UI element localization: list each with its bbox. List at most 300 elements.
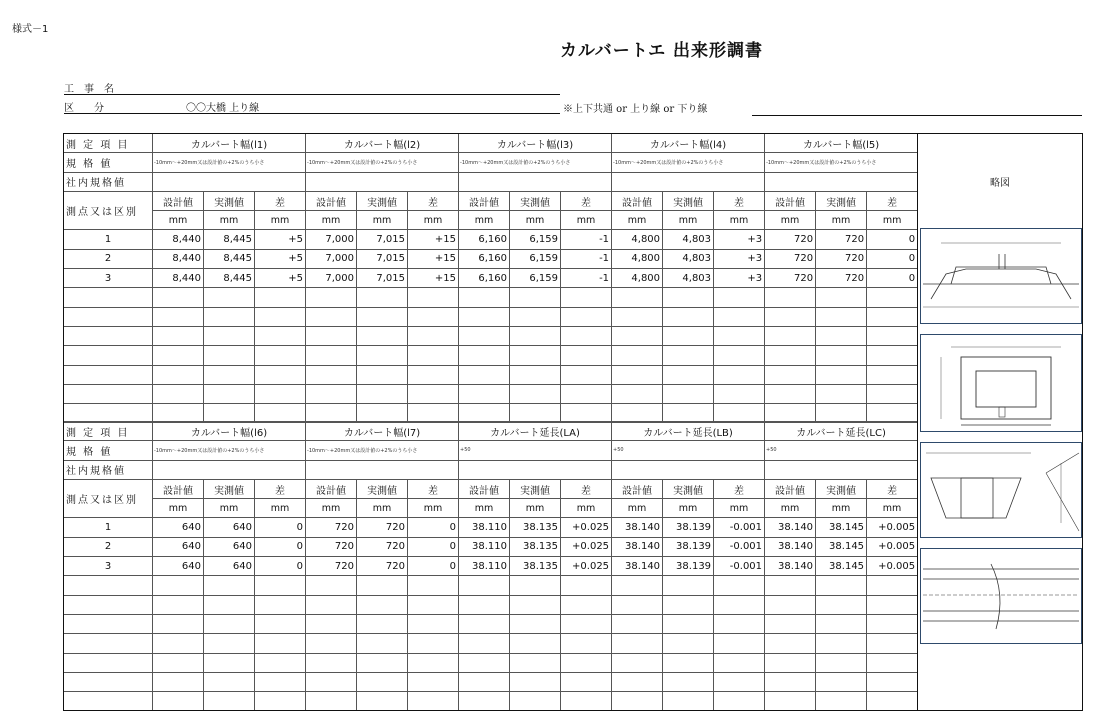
- empty-cell[interactable]: [306, 634, 357, 653]
- empty-cell[interactable]: [612, 365, 663, 384]
- value-cell[interactable]: 640: [204, 557, 255, 576]
- empty-cell[interactable]: [765, 653, 816, 672]
- empty-cell[interactable]: [714, 576, 765, 595]
- empty-cell[interactable]: [612, 595, 663, 614]
- empty-cell[interactable]: [204, 346, 255, 365]
- value-cell[interactable]: 0: [255, 557, 306, 576]
- empty-cell[interactable]: [714, 614, 765, 633]
- value-cell[interactable]: -1: [561, 249, 612, 268]
- empty-cell[interactable]: [714, 384, 765, 403]
- value-cell[interactable]: 4,803: [663, 269, 714, 288]
- empty-cell[interactable]: [561, 288, 612, 307]
- empty-cell[interactable]: [153, 384, 204, 403]
- empty-cell[interactable]: [663, 288, 714, 307]
- empty-cell[interactable]: [867, 653, 918, 672]
- empty-cell[interactable]: [765, 346, 816, 365]
- value-cell[interactable]: 38.145: [816, 557, 867, 576]
- empty-cell[interactable]: [255, 653, 306, 672]
- empty-cell[interactable]: [153, 692, 204, 711]
- empty-cell[interactable]: [64, 346, 153, 365]
- empty-cell[interactable]: [612, 672, 663, 691]
- empty-cell[interactable]: [306, 307, 357, 326]
- value-cell[interactable]: 720: [816, 249, 867, 268]
- empty-cell[interactable]: [663, 307, 714, 326]
- value-cell[interactable]: 7,015: [357, 269, 408, 288]
- empty-cell[interactable]: [867, 288, 918, 307]
- value-cell[interactable]: +3: [714, 249, 765, 268]
- empty-cell[interactable]: [255, 346, 306, 365]
- empty-cell[interactable]: [561, 384, 612, 403]
- internal-spec-cell[interactable]: [153, 172, 306, 191]
- empty-cell[interactable]: [816, 692, 867, 711]
- empty-cell[interactable]: [306, 326, 357, 345]
- empty-cell[interactable]: [459, 653, 510, 672]
- empty-cell[interactable]: [510, 634, 561, 653]
- value-cell[interactable]: 720: [357, 557, 408, 576]
- empty-cell[interactable]: [153, 576, 204, 595]
- empty-cell[interactable]: [612, 634, 663, 653]
- empty-cell[interactable]: [64, 634, 153, 653]
- empty-cell[interactable]: [306, 595, 357, 614]
- empty-cell[interactable]: [204, 595, 255, 614]
- empty-cell[interactable]: [816, 595, 867, 614]
- value-cell[interactable]: 640: [204, 518, 255, 537]
- empty-cell[interactable]: [765, 672, 816, 691]
- empty-cell[interactable]: [255, 365, 306, 384]
- value-cell[interactable]: 640: [153, 518, 204, 537]
- value-cell[interactable]: 38.145: [816, 537, 867, 556]
- empty-cell[interactable]: [357, 672, 408, 691]
- empty-cell[interactable]: [510, 288, 561, 307]
- empty-cell[interactable]: [816, 365, 867, 384]
- empty-cell[interactable]: [64, 307, 153, 326]
- empty-cell[interactable]: [204, 634, 255, 653]
- empty-cell[interactable]: [64, 672, 153, 691]
- empty-cell[interactable]: [357, 634, 408, 653]
- value-cell[interactable]: 38.110: [459, 537, 510, 556]
- value-cell[interactable]: 6,160: [459, 249, 510, 268]
- empty-cell[interactable]: [561, 614, 612, 633]
- value-cell[interactable]: 6,160: [459, 230, 510, 249]
- value-cell[interactable]: 6,159: [510, 230, 561, 249]
- value-cell[interactable]: +3: [714, 269, 765, 288]
- value-cell[interactable]: 720: [357, 537, 408, 556]
- value-cell[interactable]: 8,440: [153, 249, 204, 268]
- value-cell[interactable]: +0.025: [561, 518, 612, 537]
- empty-cell[interactable]: [64, 365, 153, 384]
- empty-cell[interactable]: [408, 384, 459, 403]
- value-cell[interactable]: 720: [765, 230, 816, 249]
- empty-cell[interactable]: [867, 307, 918, 326]
- empty-cell[interactable]: [765, 288, 816, 307]
- empty-cell[interactable]: [306, 384, 357, 403]
- value-cell[interactable]: 0: [408, 537, 459, 556]
- value-cell[interactable]: 8,445: [204, 269, 255, 288]
- empty-cell[interactable]: [612, 288, 663, 307]
- empty-cell[interactable]: [765, 365, 816, 384]
- value-cell[interactable]: 8,445: [204, 249, 255, 268]
- empty-cell[interactable]: [663, 576, 714, 595]
- empty-cell[interactable]: [765, 692, 816, 711]
- value-cell[interactable]: 38.145: [816, 518, 867, 537]
- value-cell[interactable]: 8,440: [153, 269, 204, 288]
- empty-cell[interactable]: [204, 326, 255, 345]
- value-cell[interactable]: 38.139: [663, 537, 714, 556]
- empty-cell[interactable]: [663, 326, 714, 345]
- empty-cell[interactable]: [408, 653, 459, 672]
- empty-cell[interactable]: [255, 614, 306, 633]
- value-cell[interactable]: 4,800: [612, 269, 663, 288]
- empty-cell[interactable]: [255, 384, 306, 403]
- empty-cell[interactable]: [64, 692, 153, 711]
- empty-cell[interactable]: [510, 672, 561, 691]
- empty-cell[interactable]: [714, 307, 765, 326]
- empty-cell[interactable]: [510, 614, 561, 633]
- value-cell[interactable]: 6,159: [510, 249, 561, 268]
- empty-cell[interactable]: [765, 576, 816, 595]
- empty-cell[interactable]: [459, 384, 510, 403]
- empty-cell[interactable]: [153, 346, 204, 365]
- value-cell[interactable]: 7,000: [306, 230, 357, 249]
- value-cell[interactable]: 0: [408, 518, 459, 537]
- value-cell[interactable]: +5: [255, 269, 306, 288]
- empty-cell[interactable]: [204, 576, 255, 595]
- value-cell[interactable]: 0: [408, 557, 459, 576]
- empty-cell[interactable]: [306, 692, 357, 711]
- empty-cell[interactable]: [867, 346, 918, 365]
- value-cell[interactable]: 8,440: [153, 230, 204, 249]
- value-cell[interactable]: +15: [408, 269, 459, 288]
- empty-cell[interactable]: [510, 346, 561, 365]
- value-cell[interactable]: 4,803: [663, 230, 714, 249]
- empty-cell[interactable]: [612, 576, 663, 595]
- value-cell[interactable]: 0: [255, 537, 306, 556]
- empty-cell[interactable]: [204, 653, 255, 672]
- value-cell[interactable]: 38.140: [612, 518, 663, 537]
- empty-cell[interactable]: [765, 614, 816, 633]
- empty-cell[interactable]: [153, 288, 204, 307]
- value-cell[interactable]: 8,445: [204, 230, 255, 249]
- empty-cell[interactable]: [561, 307, 612, 326]
- value-cell[interactable]: 640: [153, 557, 204, 576]
- empty-cell[interactable]: [510, 692, 561, 711]
- empty-cell[interactable]: [153, 595, 204, 614]
- empty-cell[interactable]: [306, 346, 357, 365]
- empty-cell[interactable]: [255, 288, 306, 307]
- value-cell[interactable]: -1: [561, 269, 612, 288]
- empty-cell[interactable]: [612, 384, 663, 403]
- empty-cell[interactable]: [663, 365, 714, 384]
- empty-cell[interactable]: [357, 288, 408, 307]
- empty-cell[interactable]: [867, 384, 918, 403]
- empty-cell[interactable]: [510, 653, 561, 672]
- value-cell[interactable]: 6,159: [510, 269, 561, 288]
- empty-cell[interactable]: [714, 346, 765, 365]
- empty-cell[interactable]: [357, 346, 408, 365]
- empty-cell[interactable]: [510, 307, 561, 326]
- value-cell[interactable]: -0.001: [714, 518, 765, 537]
- empty-cell[interactable]: [357, 595, 408, 614]
- value-cell[interactable]: 0: [867, 269, 918, 288]
- empty-cell[interactable]: [612, 307, 663, 326]
- empty-cell[interactable]: [663, 653, 714, 672]
- empty-cell[interactable]: [663, 346, 714, 365]
- empty-cell[interactable]: [663, 595, 714, 614]
- empty-cell[interactable]: [408, 326, 459, 345]
- empty-cell[interactable]: [663, 672, 714, 691]
- empty-cell[interactable]: [204, 614, 255, 633]
- empty-cell[interactable]: [816, 346, 867, 365]
- empty-cell[interactable]: [663, 634, 714, 653]
- value-cell[interactable]: +0.005: [867, 518, 918, 537]
- internal-spec-cell[interactable]: [765, 172, 918, 191]
- empty-cell[interactable]: [510, 595, 561, 614]
- value-cell[interactable]: +0.025: [561, 557, 612, 576]
- value-cell[interactable]: -0.001: [714, 537, 765, 556]
- empty-cell[interactable]: [255, 634, 306, 653]
- empty-cell[interactable]: [408, 576, 459, 595]
- empty-cell[interactable]: [306, 614, 357, 633]
- empty-cell[interactable]: [204, 365, 255, 384]
- value-cell[interactable]: 0: [867, 249, 918, 268]
- value-cell[interactable]: 7,015: [357, 230, 408, 249]
- empty-cell[interactable]: [357, 384, 408, 403]
- empty-cell[interactable]: [153, 307, 204, 326]
- empty-cell[interactable]: [510, 576, 561, 595]
- empty-cell[interactable]: [663, 384, 714, 403]
- empty-cell[interactable]: [64, 576, 153, 595]
- internal-spec-cell[interactable]: [459, 460, 612, 479]
- internal-spec-cell[interactable]: [153, 460, 306, 479]
- empty-cell[interactable]: [561, 692, 612, 711]
- value-cell[interactable]: 38.135: [510, 557, 561, 576]
- empty-cell[interactable]: [561, 346, 612, 365]
- value-cell[interactable]: 38.110: [459, 557, 510, 576]
- empty-cell[interactable]: [255, 576, 306, 595]
- value-cell[interactable]: 0: [255, 518, 306, 537]
- empty-cell[interactable]: [459, 692, 510, 711]
- value-cell[interactable]: -1: [561, 230, 612, 249]
- value-cell[interactable]: +15: [408, 230, 459, 249]
- empty-cell[interactable]: [867, 365, 918, 384]
- empty-cell[interactable]: [204, 307, 255, 326]
- empty-cell[interactable]: [612, 326, 663, 345]
- value-cell[interactable]: 640: [204, 537, 255, 556]
- empty-cell[interactable]: [867, 576, 918, 595]
- value-cell[interactable]: +5: [255, 230, 306, 249]
- empty-cell[interactable]: [663, 614, 714, 633]
- empty-cell[interactable]: [408, 307, 459, 326]
- empty-cell[interactable]: [357, 653, 408, 672]
- empty-cell[interactable]: [255, 595, 306, 614]
- empty-cell[interactable]: [255, 692, 306, 711]
- value-cell[interactable]: 720: [306, 518, 357, 537]
- empty-cell[interactable]: [64, 653, 153, 672]
- value-cell[interactable]: 38.139: [663, 557, 714, 576]
- value-cell[interactable]: +15: [408, 249, 459, 268]
- empty-cell[interactable]: [765, 384, 816, 403]
- value-cell[interactable]: +5: [255, 249, 306, 268]
- empty-cell[interactable]: [306, 653, 357, 672]
- empty-cell[interactable]: [765, 326, 816, 345]
- empty-cell[interactable]: [561, 365, 612, 384]
- value-cell[interactable]: 4,803: [663, 249, 714, 268]
- empty-cell[interactable]: [306, 672, 357, 691]
- empty-cell[interactable]: [153, 614, 204, 633]
- empty-cell[interactable]: [561, 672, 612, 691]
- empty-cell[interactable]: [561, 576, 612, 595]
- empty-cell[interactable]: [510, 326, 561, 345]
- empty-cell[interactable]: [867, 326, 918, 345]
- value-cell[interactable]: 38.140: [612, 557, 663, 576]
- empty-cell[interactable]: [357, 307, 408, 326]
- value-cell[interactable]: 38.110: [459, 518, 510, 537]
- empty-cell[interactable]: [816, 326, 867, 345]
- value-cell[interactable]: 720: [816, 269, 867, 288]
- internal-spec-cell[interactable]: [459, 172, 612, 191]
- empty-cell[interactable]: [867, 692, 918, 711]
- empty-cell[interactable]: [153, 672, 204, 691]
- value-cell[interactable]: 38.135: [510, 537, 561, 556]
- empty-cell[interactable]: [255, 307, 306, 326]
- empty-cell[interactable]: [612, 346, 663, 365]
- empty-cell[interactable]: [459, 326, 510, 345]
- empty-cell[interactable]: [204, 692, 255, 711]
- empty-cell[interactable]: [663, 692, 714, 711]
- empty-cell[interactable]: [765, 595, 816, 614]
- empty-cell[interactable]: [561, 653, 612, 672]
- empty-cell[interactable]: [714, 692, 765, 711]
- empty-cell[interactable]: [459, 346, 510, 365]
- empty-cell[interactable]: [510, 365, 561, 384]
- empty-cell[interactable]: [459, 595, 510, 614]
- empty-cell[interactable]: [64, 595, 153, 614]
- value-cell[interactable]: 7,000: [306, 249, 357, 268]
- value-cell[interactable]: 6,160: [459, 269, 510, 288]
- kubun-value[interactable]: 〇〇大橋 上り線: [186, 103, 260, 114]
- empty-cell[interactable]: [459, 288, 510, 307]
- value-cell[interactable]: 38.140: [612, 537, 663, 556]
- empty-cell[interactable]: [816, 614, 867, 633]
- empty-cell[interactable]: [357, 326, 408, 345]
- empty-cell[interactable]: [714, 672, 765, 691]
- empty-cell[interactable]: [816, 576, 867, 595]
- empty-cell[interactable]: [408, 692, 459, 711]
- empty-cell[interactable]: [867, 634, 918, 653]
- empty-cell[interactable]: [867, 614, 918, 633]
- empty-cell[interactable]: [357, 692, 408, 711]
- empty-cell[interactable]: [408, 634, 459, 653]
- empty-cell[interactable]: [306, 288, 357, 307]
- empty-cell[interactable]: [765, 634, 816, 653]
- empty-cell[interactable]: [612, 653, 663, 672]
- empty-cell[interactable]: [714, 365, 765, 384]
- value-cell[interactable]: 720: [765, 249, 816, 268]
- value-cell[interactable]: +0.025: [561, 537, 612, 556]
- empty-cell[interactable]: [153, 634, 204, 653]
- empty-cell[interactable]: [306, 365, 357, 384]
- value-cell[interactable]: 38.140: [765, 557, 816, 576]
- empty-cell[interactable]: [714, 595, 765, 614]
- empty-cell[interactable]: [255, 672, 306, 691]
- internal-spec-cell[interactable]: [306, 460, 459, 479]
- empty-cell[interactable]: [153, 653, 204, 672]
- value-cell[interactable]: 0: [867, 230, 918, 249]
- value-cell[interactable]: +0.005: [867, 537, 918, 556]
- value-cell[interactable]: 720: [306, 557, 357, 576]
- value-cell[interactable]: 38.135: [510, 518, 561, 537]
- empty-cell[interactable]: [153, 326, 204, 345]
- empty-cell[interactable]: [459, 307, 510, 326]
- value-cell[interactable]: 720: [357, 518, 408, 537]
- empty-cell[interactable]: [561, 595, 612, 614]
- internal-spec-cell[interactable]: [765, 460, 918, 479]
- empty-cell[interactable]: [714, 326, 765, 345]
- empty-cell[interactable]: [561, 634, 612, 653]
- value-cell[interactable]: 4,800: [612, 230, 663, 249]
- value-cell[interactable]: 7,015: [357, 249, 408, 268]
- internal-spec-cell[interactable]: [306, 172, 459, 191]
- empty-cell[interactable]: [714, 288, 765, 307]
- empty-cell[interactable]: [255, 326, 306, 345]
- empty-cell[interactable]: [867, 672, 918, 691]
- internal-spec-cell[interactable]: [612, 172, 765, 191]
- empty-cell[interactable]: [561, 326, 612, 345]
- value-cell[interactable]: 38.140: [765, 518, 816, 537]
- empty-cell[interactable]: [459, 614, 510, 633]
- empty-cell[interactable]: [714, 634, 765, 653]
- empty-cell[interactable]: [510, 384, 561, 403]
- value-cell[interactable]: +0.005: [867, 557, 918, 576]
- empty-cell[interactable]: [459, 672, 510, 691]
- empty-cell[interactable]: [204, 672, 255, 691]
- empty-cell[interactable]: [64, 384, 153, 403]
- empty-cell[interactable]: [459, 634, 510, 653]
- empty-cell[interactable]: [64, 614, 153, 633]
- value-cell[interactable]: 38.139: [663, 518, 714, 537]
- empty-cell[interactable]: [153, 365, 204, 384]
- empty-cell[interactable]: [612, 692, 663, 711]
- empty-cell[interactable]: [306, 576, 357, 595]
- value-cell[interactable]: 720: [816, 230, 867, 249]
- empty-cell[interactable]: [816, 653, 867, 672]
- empty-cell[interactable]: [714, 653, 765, 672]
- empty-cell[interactable]: [357, 365, 408, 384]
- value-cell[interactable]: 640: [153, 537, 204, 556]
- empty-cell[interactable]: [204, 384, 255, 403]
- value-cell[interactable]: 720: [765, 269, 816, 288]
- empty-cell[interactable]: [816, 634, 867, 653]
- empty-cell[interactable]: [867, 595, 918, 614]
- empty-cell[interactable]: [408, 365, 459, 384]
- empty-cell[interactable]: [64, 288, 153, 307]
- empty-cell[interactable]: [204, 288, 255, 307]
- empty-cell[interactable]: [816, 384, 867, 403]
- empty-cell[interactable]: [765, 307, 816, 326]
- value-cell[interactable]: +3: [714, 230, 765, 249]
- empty-cell[interactable]: [612, 614, 663, 633]
- empty-cell[interactable]: [357, 614, 408, 633]
- empty-cell[interactable]: [408, 672, 459, 691]
- empty-cell[interactable]: [408, 614, 459, 633]
- internal-spec-cell[interactable]: [612, 460, 765, 479]
- empty-cell[interactable]: [357, 576, 408, 595]
- value-cell[interactable]: 38.140: [765, 537, 816, 556]
- empty-cell[interactable]: [459, 365, 510, 384]
- value-cell[interactable]: 4,800: [612, 249, 663, 268]
- value-cell[interactable]: -0.001: [714, 557, 765, 576]
- value-cell[interactable]: 7,000: [306, 269, 357, 288]
